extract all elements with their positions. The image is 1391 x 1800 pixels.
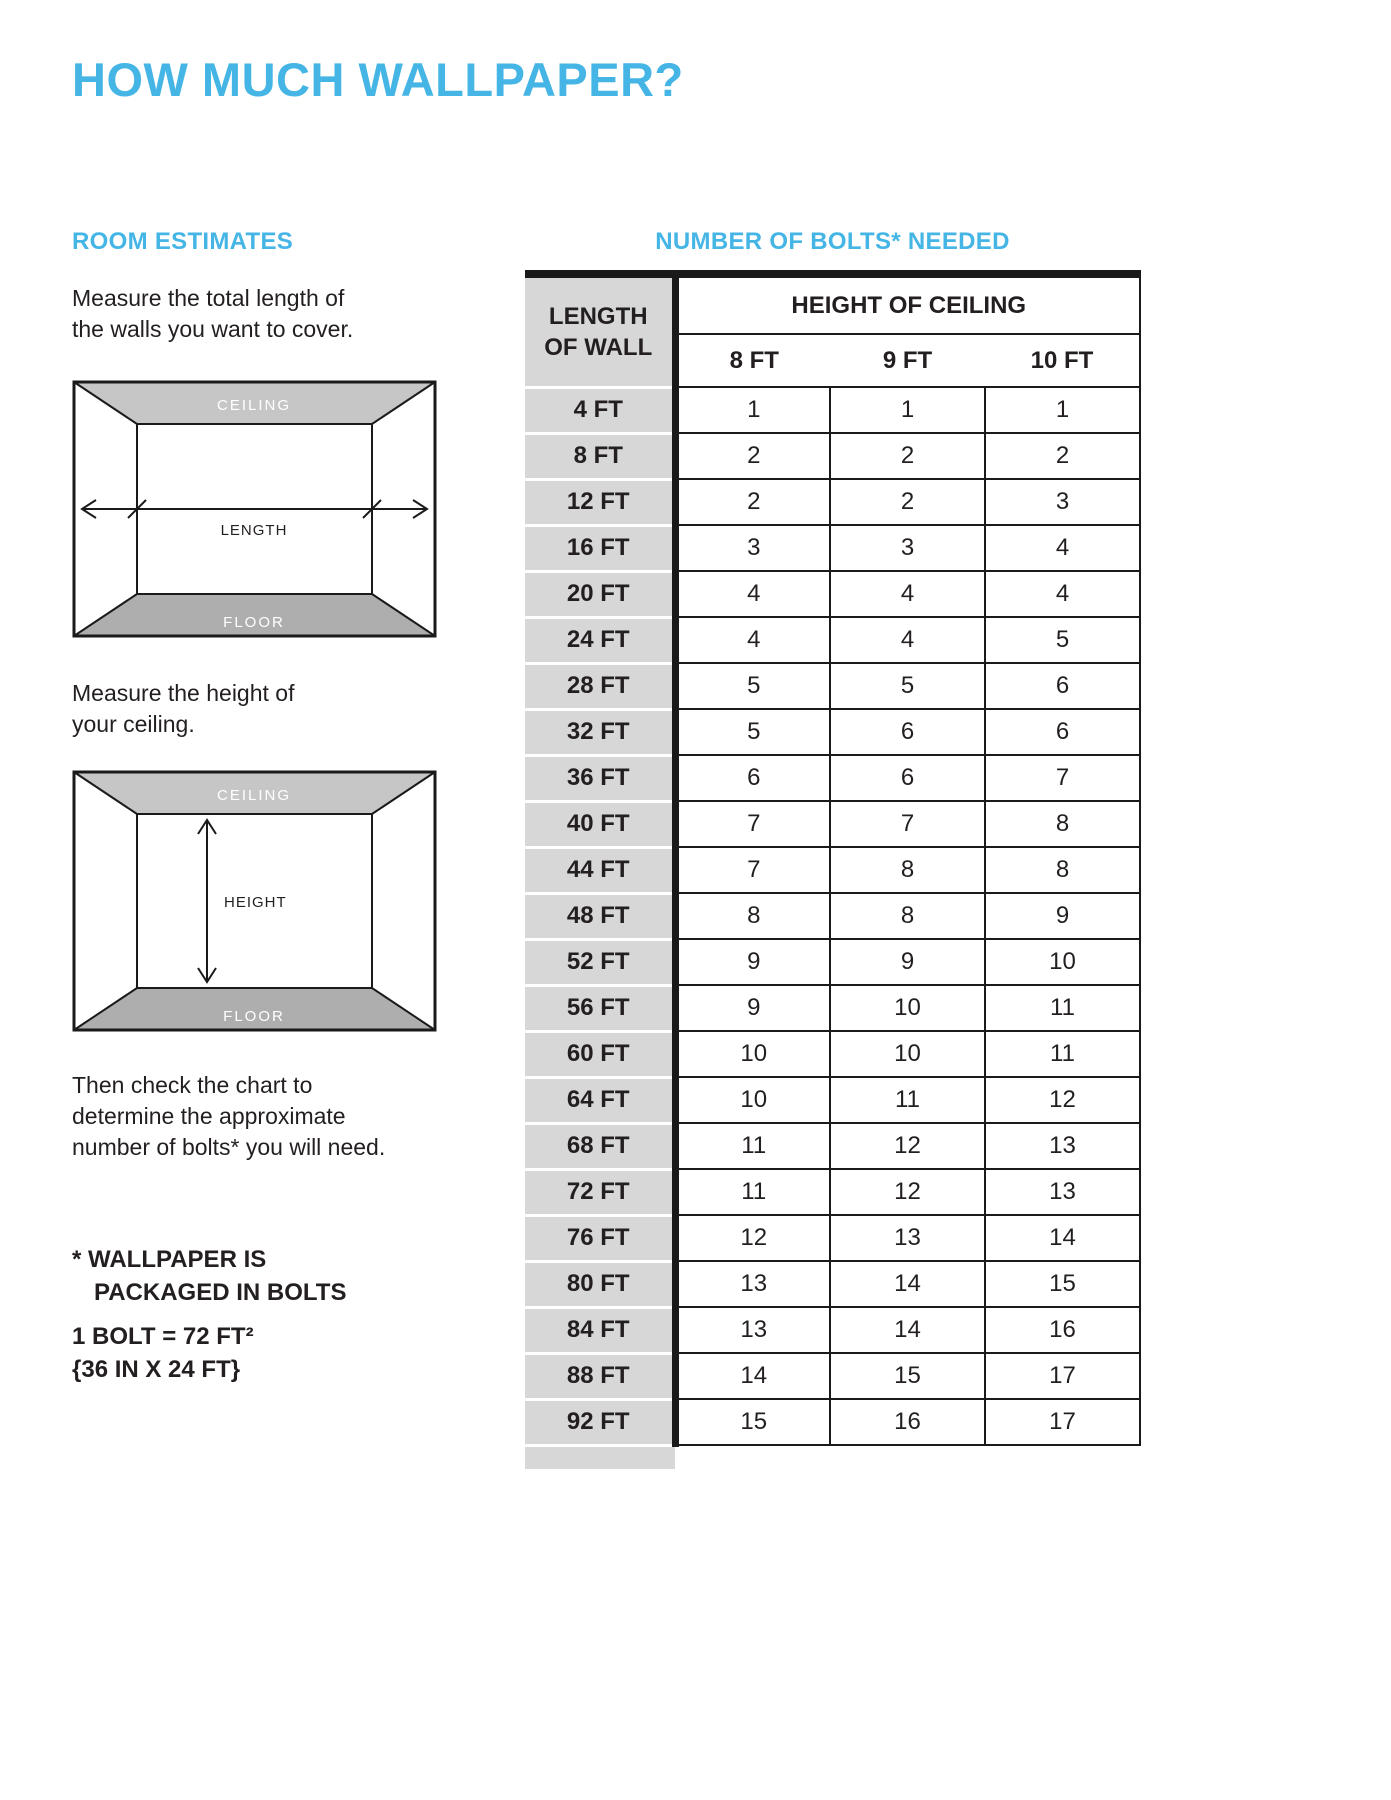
bolts-table-header: [525, 274, 1140, 387]
bolt-count-cell: 10: [675, 1077, 830, 1123]
bolt-count-cell: 9: [830, 939, 985, 985]
wall-length-cell: 68 FT: [525, 1123, 675, 1169]
bolt-count-cell: 17: [985, 1399, 1140, 1445]
bolt-count-cell: 6: [830, 755, 985, 801]
bolt-count-cell: 15: [985, 1261, 1140, 1307]
table-row: [525, 893, 1140, 939]
room-length-diagram: [72, 380, 437, 638]
table-row: [525, 1261, 1140, 1307]
table-row: [525, 755, 1140, 801]
bolt-count-cell: 8: [830, 893, 985, 939]
bolt-count-cell: 12: [985, 1077, 1140, 1123]
bolt-count-cell: 6: [985, 663, 1140, 709]
bolt-count-cell: 12: [675, 1215, 830, 1261]
bolt-count-cell: 6: [675, 755, 830, 801]
bolt-count-cell: 16: [985, 1307, 1140, 1353]
measure-height-instruction: [72, 678, 294, 740]
bolt-count-cell: 2: [675, 479, 830, 525]
bolt-count-cell: 7: [830, 801, 985, 847]
bolt-count-cell: 9: [985, 893, 1140, 939]
bolt-count-cell: 15: [830, 1353, 985, 1399]
bolt-count-cell: 16: [830, 1399, 985, 1445]
table-row: [525, 1399, 1140, 1445]
bolt-count-cell: 4: [675, 617, 830, 663]
bolt-count-cell: 14: [830, 1307, 985, 1353]
floor-label: FLOOR: [223, 1008, 285, 1025]
table-row: [525, 525, 1140, 571]
wall-length-cell: 44 FT: [525, 847, 675, 893]
table-footer-strip: [525, 1447, 675, 1469]
instruction-line: Measure the total length of: [72, 285, 345, 311]
bolt-count-cell: 10: [675, 1031, 830, 1077]
table-row: [525, 571, 1140, 617]
ceiling-9ft-header: 9 FT: [830, 334, 985, 387]
wall-length-cell: 4 FT: [525, 387, 675, 433]
bolt-count-cell: 2: [830, 433, 985, 479]
table-row: [525, 1353, 1140, 1399]
footnote-line: * WALLPAPER IS: [72, 1246, 267, 1273]
ceiling-label: CEILING: [216, 397, 292, 414]
bolt-count-cell: 5: [985, 617, 1140, 663]
wall-length-cell: 32 FT: [525, 709, 675, 755]
height-label: HEIGHT: [224, 894, 287, 911]
wall-length-cell: 88 FT: [525, 1353, 675, 1399]
table-row: [525, 1077, 1140, 1123]
bolt-count-cell: 2: [830, 479, 985, 525]
table-row: [525, 479, 1140, 525]
wall-length-cell: 92 FT: [525, 1399, 675, 1445]
bolt-count-cell: 5: [675, 663, 830, 709]
room-estimates-heading: ROOM ESTIMATES: [72, 228, 294, 255]
bolt-count-cell: 8: [675, 893, 830, 939]
bolt-count-cell: 3: [985, 479, 1140, 525]
table-row: [525, 939, 1140, 985]
table-row: [525, 663, 1140, 709]
bolt-count-cell: 11: [985, 1031, 1140, 1077]
header-line: OF WALL: [544, 333, 653, 361]
height-of-ceiling-header: HEIGHT OF CEILING: [675, 274, 1140, 334]
instruction-line: number of bolts* you will need.: [72, 1134, 386, 1160]
bolt-count-cell: 13: [675, 1261, 830, 1307]
bolts-table-body: [525, 387, 1140, 1445]
bolt-count-cell: 1: [675, 387, 830, 433]
bolts-footnote: [72, 1243, 346, 1309]
table-row: [525, 709, 1140, 755]
bolt-count-cell: 14: [830, 1261, 985, 1307]
bolt-count-cell: 14: [675, 1353, 830, 1399]
bolt-count-cell: 13: [830, 1215, 985, 1261]
bolt-count-cell: 12: [830, 1123, 985, 1169]
bolt-count-cell: 14: [985, 1215, 1140, 1261]
footnote-line: PACKAGED IN BOLTS: [94, 1279, 347, 1306]
bolt-count-cell: 7: [675, 801, 830, 847]
bolt-count-cell: 1: [830, 387, 985, 433]
table-row: [525, 1215, 1140, 1261]
wall-length-cell: 52 FT: [525, 939, 675, 985]
length-label: LENGTH: [220, 522, 288, 539]
table-row: [525, 985, 1140, 1031]
bolts-table-container: [525, 270, 1141, 1469]
wall-length-cell: 56 FT: [525, 985, 675, 1031]
table-row: [525, 1169, 1140, 1215]
bolt-count-cell: 1: [985, 387, 1140, 433]
wall-length-cell: 28 FT: [525, 663, 675, 709]
bolt-count-cell: 9: [675, 939, 830, 985]
bolt-count-cell: 11: [830, 1077, 985, 1123]
table-row: [525, 1031, 1140, 1077]
bolt-count-cell: 7: [985, 755, 1140, 801]
bolt-count-cell: 6: [985, 709, 1140, 755]
wall-length-cell: 16 FT: [525, 525, 675, 571]
bolt-count-cell: 4: [830, 617, 985, 663]
check-chart-instruction: [72, 1070, 385, 1163]
bolt-count-cell: 5: [830, 663, 985, 709]
table-row: [525, 801, 1140, 847]
wall-length-cell: 76 FT: [525, 1215, 675, 1261]
wall-length-cell: 72 FT: [525, 1169, 675, 1215]
bolt-count-cell: 5: [675, 709, 830, 755]
wall-length-cell: 40 FT: [525, 801, 675, 847]
bolt-spec-line: 1 BOLT = 72 FT²: [72, 1323, 254, 1350]
instruction-line: Measure the height of: [72, 680, 295, 706]
instruction-line: your ceiling.: [72, 711, 195, 737]
wall-length-cell: 84 FT: [525, 1307, 675, 1353]
bolt-count-cell: 10: [985, 939, 1140, 985]
length-of-wall-header: [525, 274, 675, 387]
bolt-count-cell: 11: [675, 1169, 830, 1215]
bolt-count-cell: 8: [985, 801, 1140, 847]
bolt-count-cell: 13: [985, 1123, 1140, 1169]
bolts-table: [525, 270, 1141, 1447]
wall-length-cell: 24 FT: [525, 617, 675, 663]
table-row: [525, 617, 1140, 663]
table-row: [525, 1307, 1140, 1353]
table-row: [525, 1123, 1140, 1169]
wall-length-cell: 36 FT: [525, 755, 675, 801]
bolt-count-cell: 11: [985, 985, 1140, 1031]
bolt-count-cell: 9: [675, 985, 830, 1031]
bolt-spec-line: {36 IN X 24 FT}: [72, 1356, 241, 1383]
bolt-count-cell: 7: [675, 847, 830, 893]
instruction-line: determine the approximate: [72, 1103, 346, 1129]
bolt-count-cell: 13: [985, 1169, 1140, 1215]
bolt-specification: [72, 1320, 254, 1386]
room-height-diagram: [72, 770, 437, 1032]
bolt-count-cell: 8: [985, 847, 1140, 893]
wall-length-cell: 20 FT: [525, 571, 675, 617]
wall-length-cell: 12 FT: [525, 479, 675, 525]
bolt-count-cell: 13: [675, 1307, 830, 1353]
bolt-count-cell: 4: [985, 525, 1140, 571]
instruction-line: the walls you want to cover.: [72, 316, 354, 342]
bolt-count-cell: 4: [830, 571, 985, 617]
ceiling-8ft-header: 8 FT: [675, 334, 830, 387]
wall-length-cell: 60 FT: [525, 1031, 675, 1077]
ceiling-10ft-header: 10 FT: [985, 334, 1140, 387]
bolt-count-cell: 12: [830, 1169, 985, 1215]
bolt-count-cell: 2: [985, 433, 1140, 479]
wall-length-cell: 48 FT: [525, 893, 675, 939]
wall-length-cell: 80 FT: [525, 1261, 675, 1307]
floor-label: FLOOR: [223, 614, 285, 631]
table-row: [525, 387, 1140, 433]
ceiling-label: CEILING: [216, 787, 292, 804]
bolt-count-cell: 4: [985, 571, 1140, 617]
bolt-count-cell: 17: [985, 1353, 1140, 1399]
bolts-needed-heading: NUMBER OF BOLTS* NEEDED: [655, 228, 1010, 255]
wall-length-cell: 8 FT: [525, 433, 675, 479]
bolt-count-cell: 15: [675, 1399, 830, 1445]
bolt-count-cell: 10: [830, 985, 985, 1031]
header-line: LENGTH: [548, 302, 648, 330]
bolt-count-cell: 2: [675, 433, 830, 479]
bolt-count-cell: 3: [675, 525, 830, 571]
table-row: [525, 433, 1140, 479]
measure-length-instruction: [72, 283, 353, 345]
bolt-count-cell: 4: [675, 571, 830, 617]
bolt-count-cell: 8: [830, 847, 985, 893]
wall-length-cell: 64 FT: [525, 1077, 675, 1123]
page-title: HOW MUCH WALLPAPER?: [72, 53, 684, 106]
instruction-line: Then check the chart to: [72, 1072, 313, 1098]
table-row: [525, 847, 1140, 893]
bolt-count-cell: 6: [830, 709, 985, 755]
bolt-count-cell: 3: [830, 525, 985, 571]
bolt-count-cell: 11: [675, 1123, 830, 1169]
bolt-count-cell: 10: [830, 1031, 985, 1077]
